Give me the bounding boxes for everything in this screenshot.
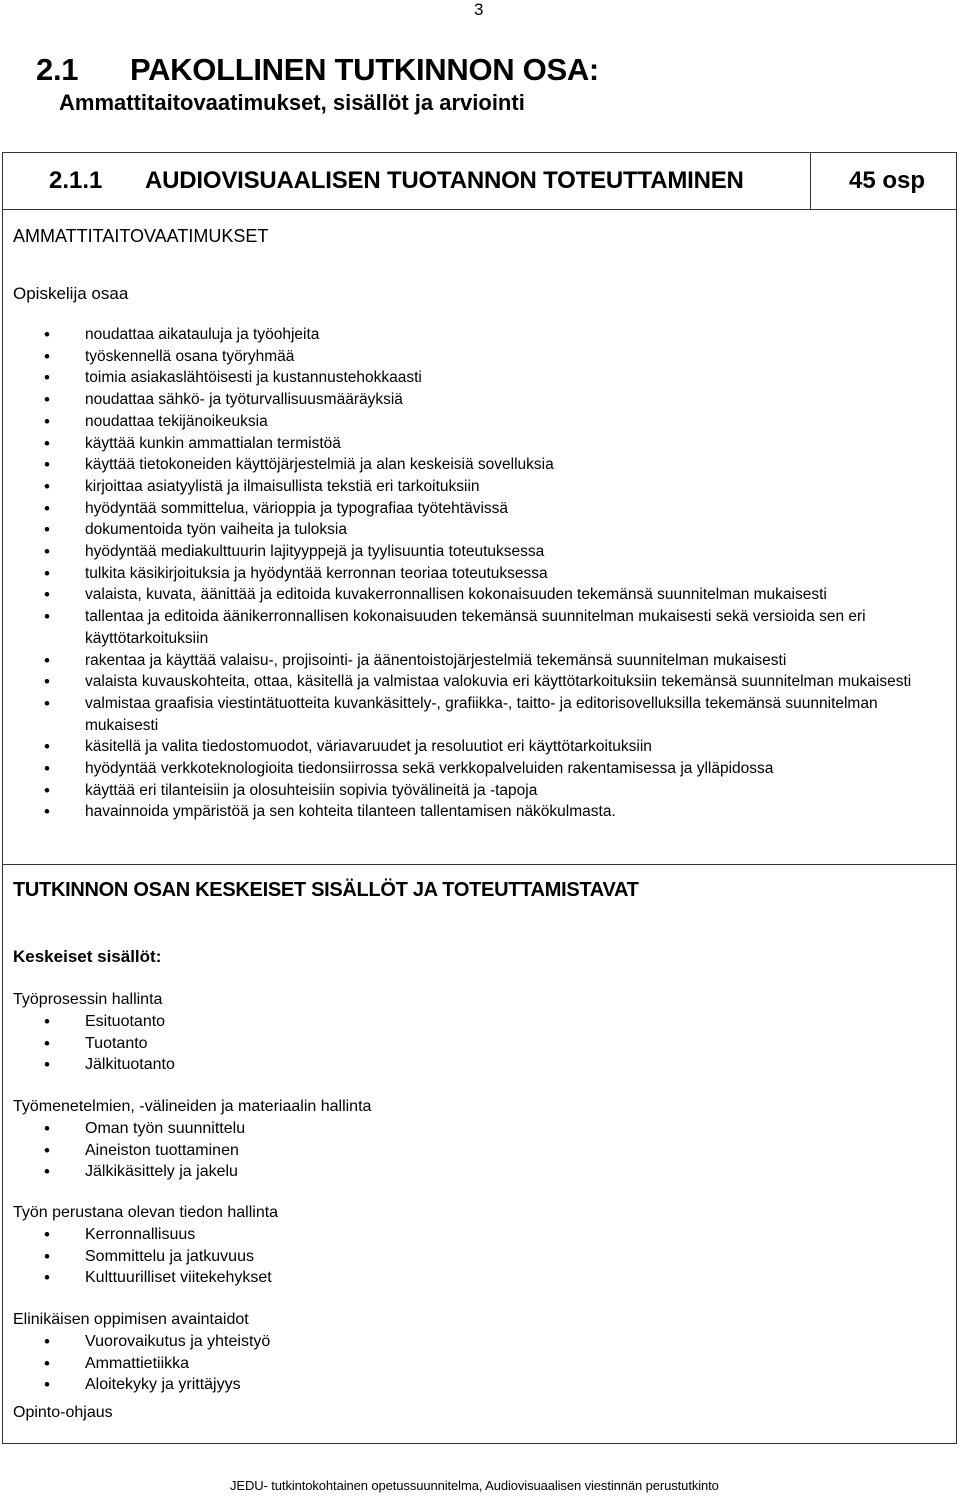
page-footer: JEDU- tutkintokohtainen opetussuunnitelma, Audiovisuaalisen viestinnän perustutkinto	[230, 1478, 719, 1493]
contents-heading: TUTKINNON OSAN KESKEISET SISÄLLÖT JA TOTEUTTAMISTAVAT	[13, 879, 639, 901]
list-item: • noudattaa aikatauluja ja työohjeita	[3, 324, 956, 346]
list-item: • Jälkituotanto	[13, 1054, 175, 1076]
section-number: 2.1	[36, 52, 79, 87]
list-item: • Kerronnallisuus	[13, 1224, 278, 1246]
section-heading	[36, 52, 599, 88]
group-title: Työmenetelmien, -välineiden ja materiaalin hallinta	[13, 1098, 372, 1115]
content-group	[13, 989, 175, 1076]
list-item: • dokumentoida työn vaiheita ja tuloksia	[3, 519, 956, 541]
list-item: • Vuorovaikutus ja yhteistyö	[13, 1331, 270, 1353]
contents-section	[3, 865, 956, 1443]
unit-number: 2.1.1	[49, 167, 103, 194]
list-item: • Jälkikäsittely ja jakelu	[13, 1161, 371, 1183]
list-item: • Aineiston tuottaminen	[13, 1140, 371, 1162]
list-item: • valaista kuvauskohteita, ottaa, käsitellä ja valmistaa valokuvia eri käyttötarkoituksiin tekemänsä suunnitelman mukaisesti	[3, 671, 956, 693]
list-item: • Ammattietiikka	[13, 1353, 270, 1375]
requirements-heading: AMMATTITAITOVAATIMUKSET	[13, 226, 269, 246]
unit-credits: 45 osp	[849, 167, 926, 194]
list-item: • hyödyntää sommittelua, värioppia ja typografiaa työtehtävissä	[3, 498, 956, 520]
contents-subheading: Keskeiset sisällöt:	[13, 947, 162, 966]
list-item: • kirjoittaa asiatyylistä ja ilmaisullista tekstiä eri tarkoituksiin	[3, 476, 956, 498]
list-item: • noudattaa sähkö- ja työturvallisuusmääräyksiä	[3, 389, 956, 411]
guidance-heading: Opinto-ohjaus	[13, 1404, 113, 1421]
unit-table	[2, 152, 957, 1444]
content-group	[13, 1202, 278, 1289]
unit-title-cell	[3, 153, 811, 209]
unit-title: AUDIOVISUAALISEN TUOTANNON TOTEUTTAMINEN	[145, 167, 744, 194]
list-item: • käyttää eri tilanteisiin ja olosuhteisiin sopivia työvälineitä ja -tapoja	[3, 780, 956, 802]
requirements-intro: Opiskelija osaa	[13, 284, 129, 303]
group-title: Elinikäisen oppimisen avaintaidot	[13, 1311, 249, 1328]
unit-title-row	[3, 153, 956, 210]
list-item: • käyttää tietokoneiden käyttöjärjestelmiä ja alan keskeisiä sovelluksia	[3, 454, 956, 476]
requirements-list	[3, 324, 956, 823]
group-list	[13, 1331, 270, 1396]
group-list	[13, 1118, 371, 1183]
section-title: PAKOLLINEN TUTKINNON OSA:	[130, 52, 599, 87]
list-item: • käyttää kunkin ammattialan termistöä	[3, 433, 956, 455]
list-item: • valaista, kuvata, äänittää ja editoida kuvakerronnallisen kokonaisuuden tekemänsä suunnitelman mukaisesti	[3, 584, 956, 606]
list-item: • noudattaa tekijänoikeuksia	[3, 411, 956, 433]
list-item: • työskennellä osana työryhmää	[3, 346, 956, 368]
list-item: • Esituotanto	[13, 1011, 175, 1033]
content-group	[13, 1096, 371, 1183]
list-item: • Tuotanto	[13, 1033, 175, 1055]
list-item: • rakentaa ja käyttää valaisu-, projisointi- ja äänentoistojärjestelmiä tekemänsä suunnitelman mukaisesti	[3, 650, 956, 672]
list-item: • tulkita käsikirjoituksia ja hyödyntää kerronnan teoriaa toteutuksessa	[3, 563, 956, 585]
list-item: • toimia asiakaslähtöisesti ja kustannustehokkaasti	[3, 367, 956, 389]
list-item: • tallentaa ja editoida äänikerronnallisen kokonaisuuden tekemänsä suunnitelman mukaisesti sekä versioida sen eri käyttötarkoituksiin	[3, 606, 956, 649]
section-subtitle: Ammattitaitovaatimukset, sisällöt ja arviointi	[59, 90, 525, 115]
list-item: • valmistaa graafisia viestintätuotteita kuvankäsittely-, grafiikka-, taitto- ja editorisovelluksilla tekemänsä suunnitelman mukaisesti	[3, 693, 956, 736]
group-title: Työprosessin hallinta	[13, 991, 163, 1008]
list-item: • Aloitekyky ja yrittäjyys	[13, 1374, 270, 1396]
list-item: • Kulttuurilliset viitekehykset	[13, 1267, 278, 1289]
group-title: Työn perustana olevan tiedon hallinta	[13, 1204, 279, 1221]
list-item: • Sommittelu ja jatkuvuus	[13, 1246, 278, 1268]
content-group	[13, 1309, 270, 1396]
list-item: • hyödyntää verkkoteknologioita tiedonsiirrossa sekä verkkopalveluiden rakentamisessa ja ylläpidossa	[3, 758, 956, 780]
page-number: 3	[474, 0, 484, 19]
list-item: • hyödyntää mediakulttuurin lajityyppejä ja tyylisuuntia toteutuksessa	[3, 541, 956, 563]
group-list	[13, 1011, 175, 1076]
list-item: • käsitellä ja valita tiedostomuodot, väriavaruudet ja resoluutiot eri käyttötarkoituksiin	[3, 736, 956, 758]
list-item: • havainnoida ympäristöä ja sen kohteita tilanteen tallentamisen näkökulmasta.	[3, 801, 956, 823]
list-item: • Oman työn suunnittelu	[13, 1118, 371, 1140]
group-list	[13, 1224, 278, 1289]
requirements-section	[3, 210, 956, 865]
